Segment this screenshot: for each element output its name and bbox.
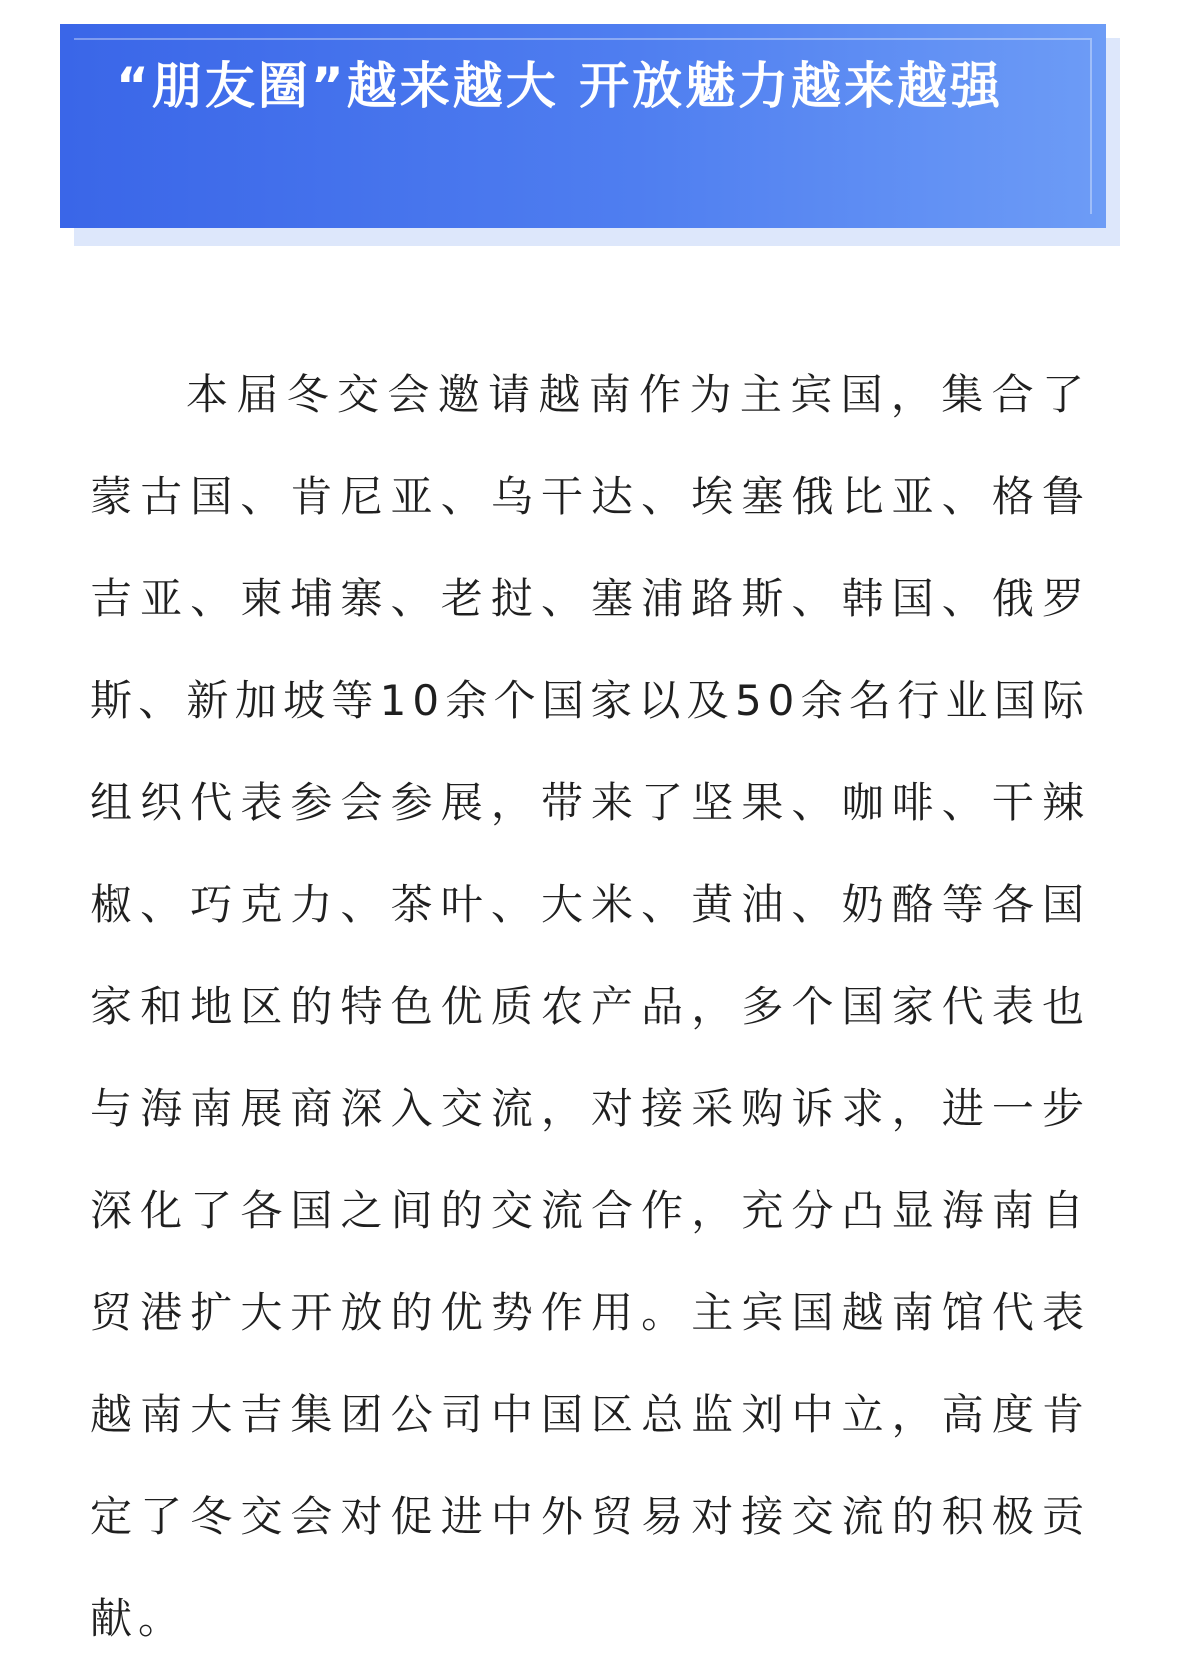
header-banner: [60, 24, 1106, 228]
section-header: [60, 24, 1120, 246]
article-paragraph: 本届冬交会邀请越南作为主宾国，集合了蒙古国、肯尼亚、乌干达、埃塞俄比亚、格鲁吉亚、柬埔寨、老挝、塞浦路斯、韩国、俄罗斯、新加坡等10余个国家以及50余名行业国际组织代表参会参展，带来了坚果、咖啡、干辣椒、巧克力、茶叶、大米、黄油、奶酪等各国家和地区的特色优质农产品，多个国家代表也与海南展商深入交流，对接采购诉求，进一步深化了各国之间的交流合作，充分凸显海南自贸港扩大开放的优势作用。主宾国越南馆代表越南大吉集团公司中国区总监刘中立，高度肯定了冬交会对促进中外贸易对接交流的积极贡献。: [90, 370, 1090, 1643]
section-title: “朋友圈”越来越大 开放魅力越来越强: [116, 57, 1004, 115]
